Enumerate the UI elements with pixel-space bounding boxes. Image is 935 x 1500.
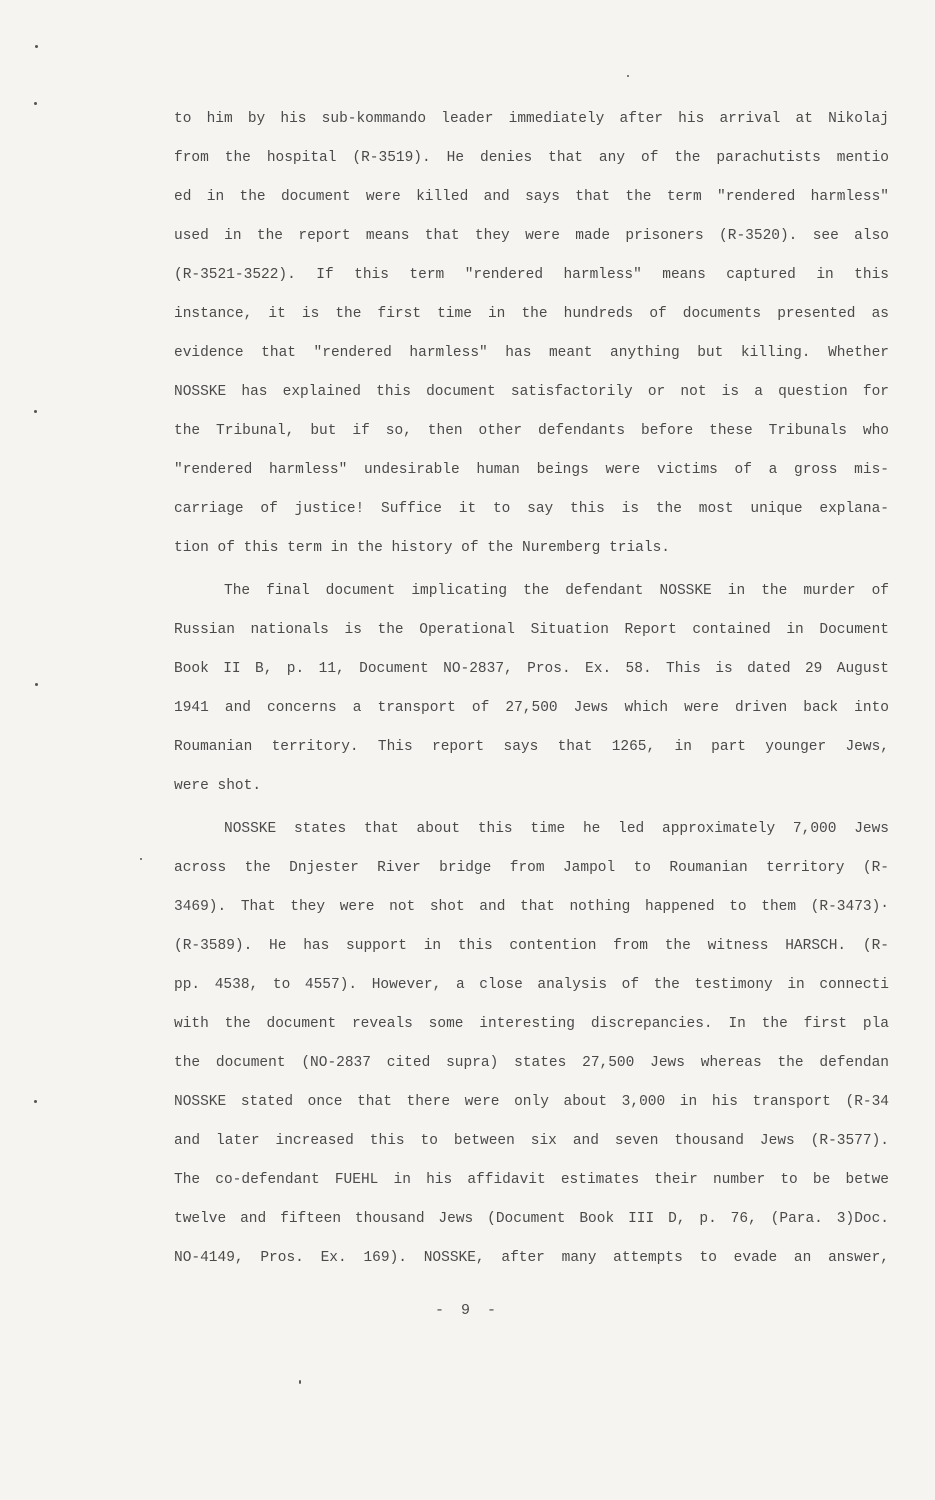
- text-line: Roumanian territory. This report says that 1265, in part younger Jews,: [174, 739, 889, 755]
- paper-speck: [34, 102, 37, 105]
- text-line: NO-4149, Pros. Ex. 169). NOSSKE, after many attempts to evade an answer,: [174, 1250, 889, 1266]
- paragraph-2: [174, 578, 889, 812]
- text-line: The co-defendant FUEHL in his affidavit estimates their number to be betwe: [174, 1172, 889, 1188]
- text-line: from the hospital (R-3519). He denies that any of the parachutists mentio: [174, 150, 889, 166]
- document-body: [174, 106, 889, 1284]
- text-line: NOSSKE has explained this document satisfactorily or not is a question for: [174, 384, 889, 400]
- paper-speck: [35, 45, 38, 48]
- paper-speck: [34, 1100, 37, 1103]
- text-line: Book II B, p. 11, Document NO-2837, Pros. Ex. 58. This is dated 29 August: [174, 661, 889, 677]
- text-line: (R-3589). He has support in this contention from the witness HARSCH. (R-: [174, 938, 889, 954]
- page-number: - 9 -: [434, 1302, 500, 1319]
- text-line: and later increased this to between six and seven thousand Jews (R-3577).: [174, 1133, 889, 1149]
- text-line: the Tribunal, but if so, then other defendants before these Tribunals who: [174, 423, 889, 439]
- text-line: 1941 and concerns a transport of 27,500 Jews which were driven back into: [174, 700, 889, 716]
- text-line: The final document implicating the defendant NOSSKE in the murder of: [224, 583, 889, 599]
- text-line: NOSSKE states that about this time he led approximately 7,000 Jews: [224, 821, 889, 837]
- text-line: Russian nationals is the Operational Situation Report contained in Document: [174, 622, 889, 638]
- text-line: pp. 4538, to 4557). However, a close analysis of the testimony in connecti: [174, 977, 889, 993]
- text-line: tion of this term in the history of the Nuremberg trials.: [174, 540, 670, 556]
- paper-speck: [627, 75, 629, 77]
- text-line: evidence that "rendered harmless" has meant anything but killing. Whether: [174, 345, 889, 361]
- text-line: were shot.: [174, 778, 262, 794]
- text-line: twelve and fifteen thousand Jews (Document Book III D, p. 76, (Para. 3)Doc.: [174, 1211, 889, 1227]
- paper-speck: [34, 410, 37, 413]
- text-line: NOSSKE stated once that there were only about 3,000 in his transport (R-34: [174, 1094, 889, 1110]
- paper-speck: [140, 858, 142, 860]
- paragraph-1: [174, 106, 889, 574]
- text-line: with the document reveals some interesting discrepancies. In the first pla: [174, 1016, 889, 1032]
- text-line: the document (NO-2837 cited supra) states 27,500 Jews whereas the defendan: [174, 1055, 889, 1071]
- text-line: instance, it is the first time in the hundreds of documents presented as: [174, 306, 889, 322]
- text-line: (R-3521-3522). If this term "rendered harmless" means captured in this: [174, 267, 889, 283]
- text-line: to him by his sub-kommando leader immediately after his arrival at Nikolaj: [174, 111, 889, 127]
- text-line: carriage of justice! Suffice it to say this is the most unique explana-: [174, 501, 889, 517]
- text-line: 3469). That they were not shot and that nothing happened to them (R-3473)·: [174, 899, 889, 915]
- text-line: "rendered harmless" undesirable human beings were victims of a gross mis-: [174, 462, 889, 478]
- paragraph-3: [174, 816, 889, 1284]
- text-line: ed in the document were killed and says that the term "rendered harmless": [174, 189, 889, 205]
- text-line: across the Dnjester River bridge from Jampol to Roumanian territory (R-: [174, 860, 889, 876]
- paper-speck: [35, 683, 38, 686]
- text-line: used in the report means that they were made prisoners (R-3520). see also: [174, 228, 889, 244]
- paper-speck: [299, 1380, 301, 1384]
